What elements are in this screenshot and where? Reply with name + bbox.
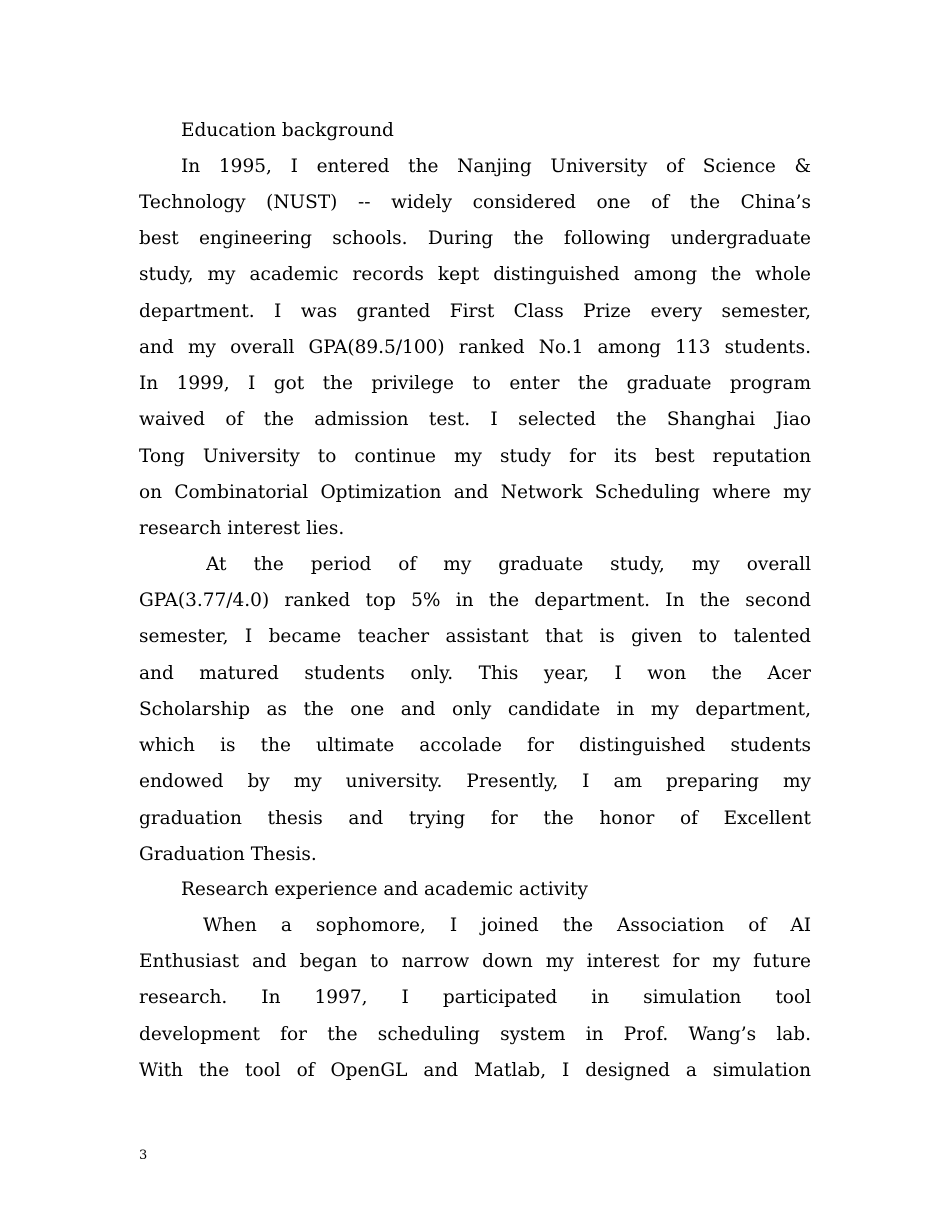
paragraph-line: With the tool of OpenGL and Matlab, I designed a simulation <box>139 1060 811 1081</box>
paragraph-line: At the period of my graduate study, my overall <box>206 554 811 575</box>
paragraph-line: and my overall GPA(89.5/100) ranked No.1 among 113 students. <box>139 337 811 358</box>
paragraph-line: Tong University to continue my study for its best reputation <box>139 446 811 467</box>
paragraph-line: and matured students only. This year, I won the Acer <box>139 663 811 684</box>
paragraph-line: development for the scheduling system in Prof. Wang’s lab. <box>139 1024 811 1045</box>
section-heading-research: Research experience and academic activity <box>181 879 588 900</box>
paragraph-line: Graduation Thesis. <box>139 844 317 865</box>
paragraph-line: best engineering schools. During the following undergraduate <box>139 228 811 249</box>
page-number: 3 <box>139 1148 148 1163</box>
paragraph-line: In 1995, I entered the Nanjing University of Science & <box>181 156 811 177</box>
paragraph-line: GPA(3.77/4.0) ranked top 5% in the department. In the second <box>139 590 811 611</box>
section-heading-education: Education background <box>181 120 394 141</box>
paragraph-line: semester, I became teacher assistant that is given to talented <box>139 626 811 647</box>
paragraph-line: endowed by my university. Presently, I am preparing my <box>139 771 811 792</box>
paragraph-line: study, my academic records kept distinguished among the whole <box>139 264 811 285</box>
paragraph-line: research interest lies. <box>139 518 345 539</box>
paragraph-line: on Combinatorial Optimization and Network Scheduling where my <box>139 482 811 503</box>
paragraph-line: Technology (NUST) -- widely considered one of the China’s <box>139 192 811 213</box>
paragraph-line: research. In 1997, I participated in simulation tool <box>139 987 811 1008</box>
paragraph-line: waived of the admission test. I selected the Shanghai Jiao <box>139 409 811 430</box>
paragraph-line: In 1999, I got the privilege to enter the graduate program <box>139 373 811 394</box>
paragraph-line: graduation thesis and trying for the honor of Excellent <box>139 808 811 829</box>
paragraph-line: Scholarship as the one and only candidate in my department, <box>139 699 811 720</box>
paragraph-line: When a sophomore, I joined the Association of AI <box>203 915 811 936</box>
paragraph-line: Enthusiast and began to narrow down my interest for my future <box>139 951 811 972</box>
paragraph-line: which is the ultimate accolade for distinguished students <box>139 735 811 756</box>
paragraph-line: department. I was granted First Class Prize every semester, <box>139 301 811 322</box>
